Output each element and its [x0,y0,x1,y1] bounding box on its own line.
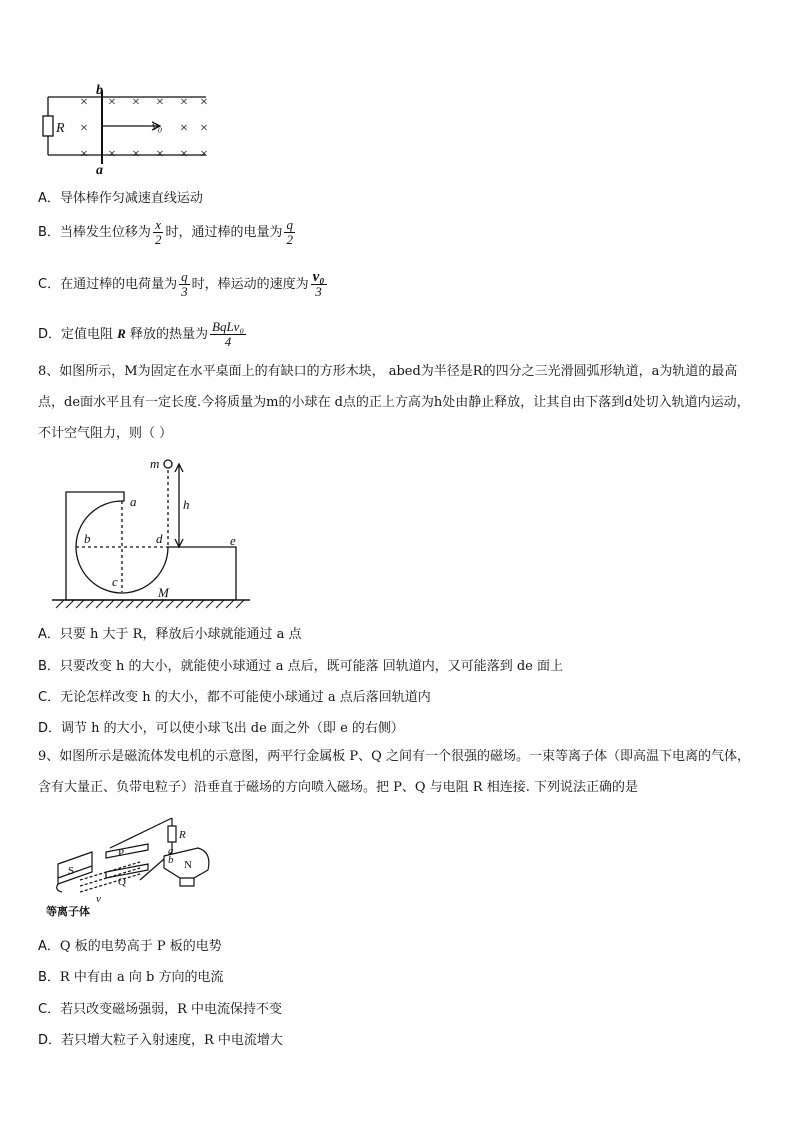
mhd-generator-figure [44,812,228,920]
label-c: c [112,574,118,589]
q8-stem: 8、如图所示，M为固定在水平桌面上的有缺口的方形木块， abed为半径是R的四分之三光滑圆弧形轨道，a为轨道的最高点，de面水平且有一定长度.今将质量为m的小球在 d点的正上方高为h处由静止释放，让其自由下落到d处切入轨道内运动，不计空气阻力，则（ ） [38,364,750,441]
q9-option-c: C．若只改变磁场强弱，R 中电流保持不变 [38,1002,282,1017]
label-a: a [168,845,174,857]
track-block-figure [46,452,256,610]
label-S: S [68,865,75,877]
cross-symbol: × [156,147,164,162]
cross-symbol: × [200,121,208,136]
label-M: M [158,585,169,600]
cross-symbol: × [200,95,208,110]
label-P: P [118,847,125,859]
q9-option-a: A．Q 板的电势高于 P 板的电势 [38,939,222,954]
label-d: d [156,531,163,546]
label-b: b [84,531,91,546]
cross-symbol: × [180,121,188,136]
cross-symbol: × [200,147,208,162]
rail-circuit-figure [40,84,212,176]
cross-symbol: × [80,95,88,110]
fraction: $\frac{q}{3}$ [181,269,188,299]
fraction: $\frac{x}{2}$ [154,217,162,247]
q7-option-d: D．定值电阻 R 释放的热量为 $\frac{\text{BqLv₀}}{4}$ [38,319,244,349]
label-a: a [96,163,103,176]
cross-symbol: × [156,95,164,110]
cross-symbol: × [80,147,88,162]
label-b: b [96,84,103,98]
velocity-label: v₀ [152,118,163,133]
q7-option-a: A．导体棒作匀减速直线运动 [38,191,203,206]
q7-option-c: C．在通过棒的电荷量为 $\frac{q}{3}$ 时，棒运动的速度为 $\frac{\text{v₀}}{3}$ [38,269,325,299]
q8-option-c: C．无论怎样改变 h 的大小，都不可能使小球通过 a 点后落回轨道内 [38,690,431,705]
label-m: m [150,456,160,471]
fraction: $\frac{q}{2}$ [286,217,293,247]
cross-symbol: × [180,147,188,162]
label-b: b [168,854,174,866]
fraction: $\frac{\text{BqLv₀}}{4}$ [212,319,244,349]
label-a: a [130,494,137,509]
cross-symbol: × [80,121,88,136]
plasma-label: 等离子体 [46,906,90,918]
q9-stem: 9、如图所示是磁流体发电机的示意图，两平行金属板 P、Q 之间有一个很强的磁场。一束等离子体（即高温下电离的气体，含有大量正、负带电粒子）沿垂直于磁场的方向喷入磁场。把 P、Q 与电阻 R 相连接. 下列说法正确的是 [38,749,750,795]
label-h: h [183,497,190,512]
q8-option-b: B．只要改变 h 的大小，就能使小球通过 a 点后，既可能落 回轨道内，又可能落到 de 面上 [38,659,563,674]
label-N: N [184,859,192,871]
fraction: $\frac{\text{v₀}}{3}$ [312,269,325,299]
label-R: R [179,829,186,841]
q9-option-d: D．若只增大粒子入射速度，R 中电流增大 [38,1033,283,1048]
cross-symbol: × [108,147,116,162]
q8-option-a: A．只要 h 大于 R，释放后小球就能通过 a 点 [38,627,302,642]
q7-option-b: B．当棒发生位移为 $\frac{x}{2}$ 时，通过棒的电量为 $\frac{q}{2}$ [38,217,293,247]
cross-symbol: × [132,147,140,162]
label-e: e [230,533,236,548]
resistor-label: R [56,121,65,136]
cross-symbol: × [108,95,116,110]
label-v: v [96,893,101,905]
q8-option-d: D．调节 h 的大小，可以使小球飞出 de 面之外（即 e 的右侧） [38,721,404,736]
cross-symbol: × [132,95,140,110]
label-Q: Q [118,876,126,888]
cross-symbol: × [180,95,188,110]
q9-option-b: B．R 中有由 a 向 b 方向的电流 [38,970,224,985]
